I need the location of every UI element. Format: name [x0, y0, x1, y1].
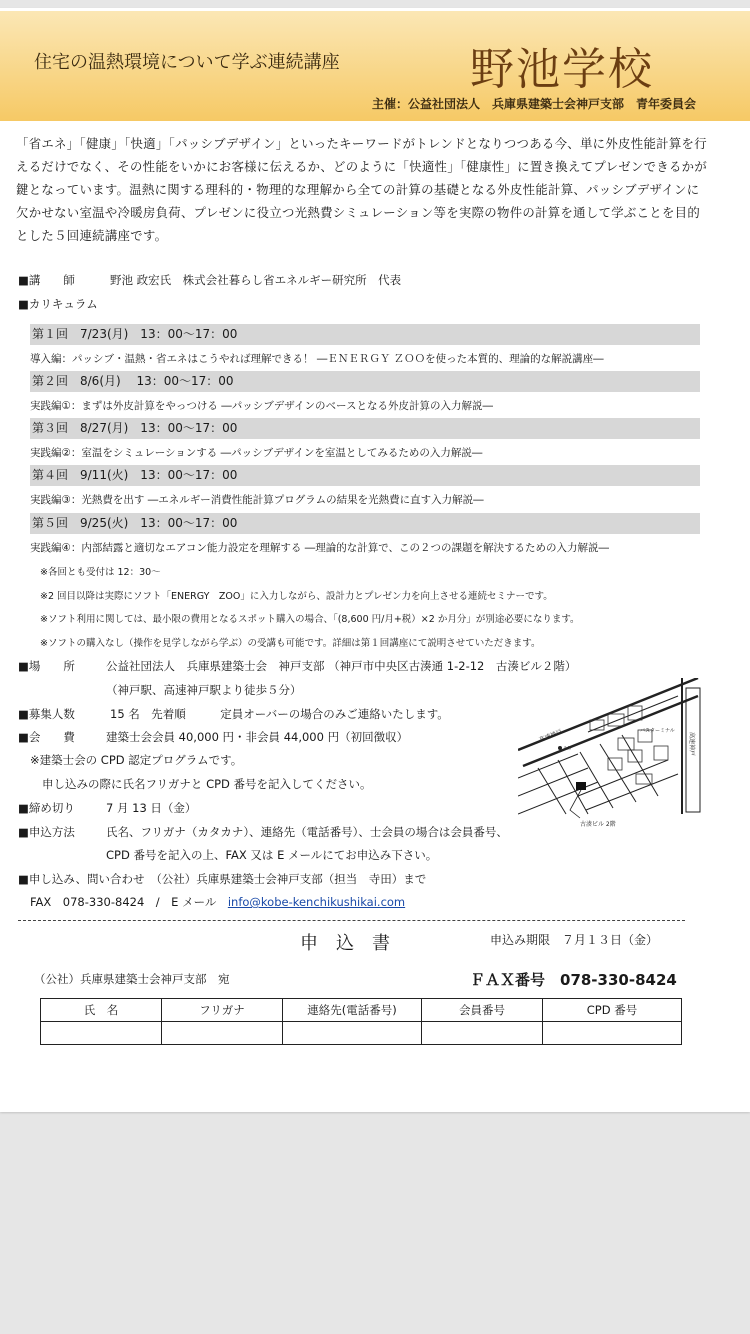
form-deadline: 申込み期限 ７月１３日（金） — [490, 933, 659, 947]
apply-method-line2: CPD 番号を記入の上、FAX 又は E メールにてお申込み下さい。 — [106, 848, 438, 862]
cut-line — [18, 920, 685, 921]
session-3-desc: 実践編②：室温をシミュレーションする ―パッシブデザインを室温としてみるための入力解説― — [30, 447, 483, 459]
map-shop-label: ﾗｲﾌ — [564, 746, 572, 752]
session-4-desc: 実践編③：光熱費を出す ―エネルギー消費性能計算プログラムの結果を光熱費に直す入力解説― — [30, 494, 484, 506]
fee-label: ■会 費 — [18, 730, 75, 744]
map-street-label: 高速神戸 — [538, 728, 564, 744]
map-station-label: 高速神戸 — [688, 732, 695, 757]
flyer-page — [0, 8, 750, 1112]
form-recipient: （公社）兵庫県建築士会神戸支部 宛 — [34, 972, 230, 986]
deadline-row — [18, 800, 196, 816]
venue-access: （神戸駅、高速神戸駅より徒歩５分） — [106, 683, 302, 697]
venue-row — [18, 658, 576, 674]
apply-method-row — [18, 824, 508, 840]
map-bus-terminal-label: バスターミナル — [640, 728, 675, 734]
session-5-desc: 実践編④：内部結露と適切なエアコン能力設定を理解する ―理論的な計算で、この２つの課題を解決するための入力解説― — [30, 542, 610, 554]
col-name: 氏 名 — [41, 999, 162, 1022]
header-banner — [0, 11, 750, 121]
note-observe: ※ソフトの購入なし（操作を見学しながら学ぶ）の受講も可能です。詳細は第１回講座にて説明させていただきます。 — [40, 638, 541, 649]
apply-method-label: ■申込方法 — [18, 825, 75, 839]
table-header-row — [41, 999, 682, 1022]
furigana-cell[interactable] — [162, 1022, 283, 1045]
lecturer-label: ■講 師 — [18, 273, 75, 287]
session-4-date: 第４回 9/11(火) 13：00～17：00 — [30, 465, 700, 486]
cpd-number-cell[interactable] — [543, 1022, 682, 1045]
note-seminar: ※2 回目以降は実際にソフト「ENERGY ZOO」に入力しながら、設計力とプレゼン力を向上させる連続セミナーです。 — [40, 591, 553, 602]
contact-value: （公社）兵庫県建築士会神戸支部（担当 寺田）まで — [156, 872, 427, 886]
col-cpd-number: CPD 番号 — [543, 999, 682, 1022]
application-table — [40, 998, 682, 1045]
session-2-date: 第２回 8/6(月) 13：00～17：00 — [30, 371, 700, 392]
form-title: 申込書 — [300, 933, 408, 954]
table-row — [41, 1022, 682, 1045]
fee-value: 建築士会会員 40,000 円・非会員 44,000 円（初回徴収） — [106, 730, 409, 744]
fee-cpd-note: ※建築士会の CPD 認定プログラムです。 — [30, 753, 243, 767]
session-5-date: 第５回 9/25(火) 13：00～17：00 — [30, 513, 700, 534]
contact-fax: FAX 078-330-8424 / E メール — [30, 895, 217, 909]
venue-label: ■場 所 — [18, 659, 75, 673]
venue-value: 公益社団法人 兵庫県建築士会 神戸支部 （神戸市中央区古湊通 1-2-12 古湊ビル２階） — [106, 659, 577, 673]
school-name: 野池学校 — [470, 44, 654, 95]
intro-paragraph: 「省エネ」「健康」「快適」「パッシブデザイン」といったキーワードがトレンドとなりつつある今、単に外皮性能計算を行えるだけでなく、その性能をいかにお客様に伝えるか、どのように「快適性」「健康性」に置き換えてプレゼンできるかが鍵となっています。温熱に関する理科的・物理的な理解から全ての計算の基礎となる外皮性能計算、パッシブデザインに欠かせない室温や冷暖房負荷、プレゼンに役立つ光熱費シミュレーション等を実際の物件の計算を通して学ぶことを目的とした５回連続講座です。 — [16, 136, 708, 243]
capacity-label: ■募集人数 — [18, 707, 75, 721]
fee-row — [18, 729, 408, 745]
venue-building-marker — [576, 782, 586, 790]
fee-cpd-instruction: 申し込みの際に氏名フリガナと CPD 番号を記入してください。 — [42, 777, 372, 791]
contact-fax-row — [30, 894, 405, 910]
lecturer-value: 野池 政宏氏 株式会社暮らし省エネルギー研究所 代表 — [110, 273, 402, 287]
session-1-date: 第１回 7/23(月) 13：00～17：00 — [30, 324, 700, 345]
member-number-cell[interactable] — [422, 1022, 543, 1045]
curriculum-label: ■カリキュラム — [18, 297, 98, 311]
map-building-label: 古湊ビル 2階 — [580, 821, 616, 828]
contact-row — [18, 871, 426, 887]
note-reception: ※各回とも受付は 12：30～ — [40, 567, 161, 578]
form-fax-number: ＦＡＸ番号 078-330-8424 — [470, 971, 677, 989]
session-2-desc: 実践編①：まずは外皮計算をやっつける ―パッシブデザインのベースとなる外皮計算の入力解説― — [30, 400, 493, 412]
deadline-value: 7 月 13 日（金） — [106, 801, 197, 815]
capacity-row — [18, 706, 449, 722]
apply-method-line1: 氏名、フリガナ（カタカナ）、連絡先（電話番号）、士会員の場合は会員番号、 — [106, 825, 508, 839]
lecturer-row — [18, 272, 401, 288]
capacity-value: 15 名 先着順 定員オーバーの場合のみご連絡いたします。 — [110, 707, 449, 721]
col-member-number: 会員番号 — [422, 999, 543, 1022]
session-1-desc: 導入編：パッシブ・温熱・省エネはこうやれば理解できる！ ―ＥＮＥＲＧＹ ＺＯＯを使った本質的、理論的な解説講座― — [30, 353, 604, 365]
session-3-date: 第３回 8/27(月) 13：00～17：00 — [30, 418, 700, 439]
note-software-cost: ※ソフト利用に関しては、最小限の費用となるスポット購入の場合、「(8,600 円/月+税）×2 か月分」が別途必要になります。 — [40, 614, 580, 625]
access-map — [518, 678, 704, 828]
col-phone: 連絡先(電話番号) — [283, 999, 422, 1022]
series-title: 住宅の温熱環境について学ぶ連続講座 — [34, 52, 340, 73]
organizer: 主催：公益社団法人 兵庫県建築士会神戸支部 青年委員会 — [371, 97, 696, 111]
contact-label: ■申し込み、問い合わせ — [18, 872, 145, 886]
phone-cell[interactable] — [283, 1022, 422, 1045]
col-furigana: フリガナ — [162, 999, 283, 1022]
name-cell[interactable] — [41, 1022, 162, 1045]
email-link[interactable]: info@kobe-kenchikushikai.com — [227, 895, 406, 909]
deadline-label: ■締め切り — [18, 801, 75, 815]
